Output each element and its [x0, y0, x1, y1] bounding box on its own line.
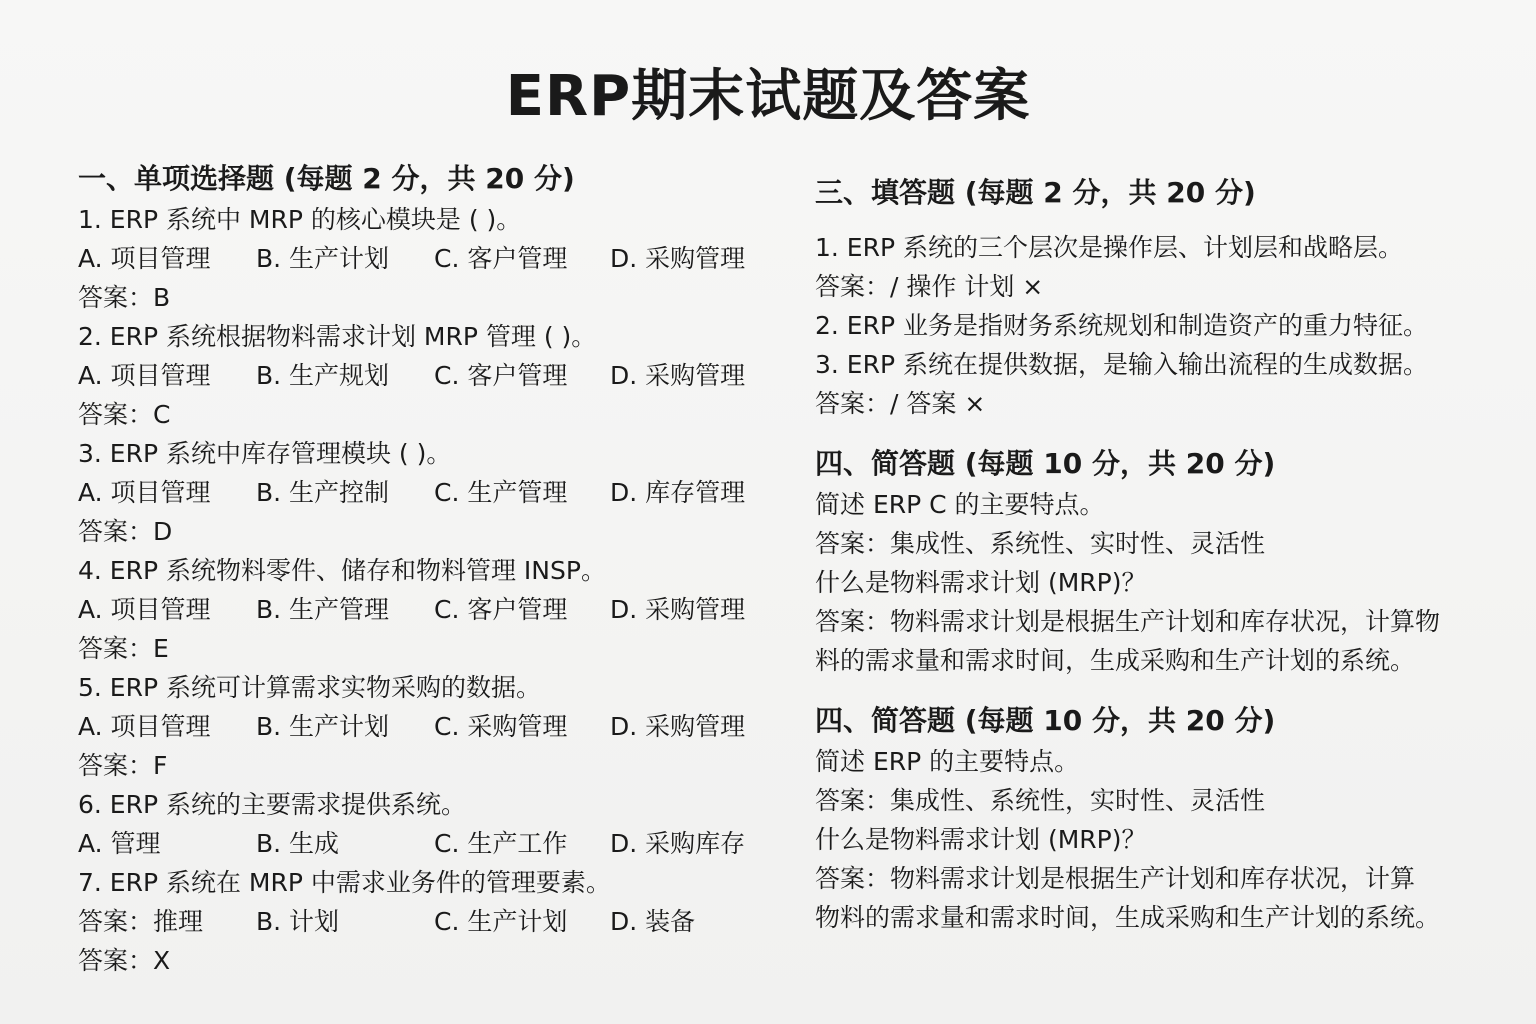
option-c: C. 客户管理	[434, 361, 568, 390]
question-3	[78, 434, 778, 551]
question-6	[78, 785, 778, 863]
section-short-answer-1	[815, 443, 1505, 680]
left-column	[78, 158, 778, 980]
option-d: D. 采购管理	[610, 361, 746, 390]
option-d: D. 采购管理	[610, 712, 746, 741]
short-answer-line: 简述 ERP C 的主要特点。	[815, 490, 1105, 519]
option-c: C. 生产计划	[434, 907, 568, 936]
question-text: 3. ERP 系统中库存管理模块 ( )。	[78, 439, 452, 468]
option-d: D. 采购管理	[610, 595, 746, 624]
question-answer: 答案：D	[78, 517, 173, 546]
option-c: C. 客户管理	[434, 244, 568, 273]
question-1	[78, 200, 778, 317]
question-answer: 答案：E	[78, 634, 169, 663]
question-text: 6. ERP 系统的主要需求提供系统。	[78, 790, 466, 819]
right-column	[815, 172, 1505, 937]
option-c: C. 生产工作	[434, 829, 568, 858]
section-short-answer-2	[815, 700, 1505, 937]
option-b: B. 生成	[256, 829, 340, 858]
question-options	[78, 356, 778, 395]
question-5	[78, 668, 778, 785]
option-b: B. 生产计划	[256, 712, 390, 741]
option-a: A. 项目管理	[78, 712, 211, 741]
option-c: C. 客户管理	[434, 595, 568, 624]
option-a: A. 项目管理	[78, 361, 211, 390]
question-text: 5. ERP 系统可计算需求实物采购的数据。	[78, 673, 541, 702]
option-b: B. 生产管理	[256, 595, 390, 624]
question-text: 1. ERP 系统中 MRP 的核心模块是 ( )。	[78, 205, 522, 234]
fill-line: 答案：/ 答案 ×	[815, 389, 986, 418]
option-d: D. 库存管理	[610, 478, 746, 507]
option-d: D. 采购库存	[610, 829, 746, 858]
section-fill-in	[815, 172, 1505, 423]
option-b: B. 生产计划	[256, 244, 390, 273]
option-c: C. 生产管理	[434, 478, 568, 507]
question-options	[78, 590, 778, 629]
question-2	[78, 317, 778, 434]
fill-line: 3. ERP 系统在提供数据，是输入输出流程的生成数据。	[815, 350, 1428, 379]
question-answer: 答案：X	[78, 946, 171, 975]
question-options	[78, 707, 778, 746]
option-b: B. 生产规划	[256, 361, 390, 390]
option-a: A. 项目管理	[78, 595, 211, 624]
question-answer: 答案：B	[78, 283, 171, 312]
short-answer-line: 答案：物料需求计划是根据生产计划和库存状况，计算物	[815, 607, 1441, 636]
section-heading-short-answer: 四、简答题 (每题 10 分，共 20 分)	[815, 447, 1276, 480]
short-answer-line: 什么是物料需求计划 (MRP)？	[815, 825, 1147, 854]
question-options	[78, 824, 778, 863]
option-b: B. 计划	[256, 907, 340, 936]
section-heading-short-answer: 四、简答题 (每题 10 分，共 20 分)	[815, 704, 1276, 737]
question-7	[78, 863, 778, 980]
section-heading-fill-in: 三、填答题 (每题 2 分，共 20 分)	[815, 176, 1256, 209]
option-a: A. 项目管理	[78, 478, 211, 507]
question-options	[78, 239, 778, 278]
option-d: D. 采购管理	[610, 244, 746, 273]
question-text: 4. ERP 系统物料零件、储存和物料管理 INSP。	[78, 556, 606, 585]
option-a: A. 管理	[78, 829, 161, 858]
fill-line: 答案：/ 操作 计划 ×	[815, 272, 1044, 301]
section-heading-single-choice: 一、单项选择题 (每题 2 分，共 20 分)	[78, 162, 575, 195]
short-answer-line: 物料的需求量和需求时间，生成采购和生产计划的系统。	[815, 903, 1441, 932]
fill-line: 2. ERP 业务是指财务系统规划和制造资产的重力特征。	[815, 311, 1428, 340]
question-text: 7. ERP 系统在 MRP 中需求业务件的管理要素。	[78, 868, 611, 897]
short-answer-line: 什么是物料需求计划 (MRP)？	[815, 568, 1147, 597]
short-answer-line: 答案：集成性、系统性，实时性、灵活性	[815, 786, 1266, 815]
option-a: 答案：推理	[78, 907, 204, 936]
question-answer: 答案：C	[78, 400, 171, 429]
short-answer-line: 答案：集成性、系统性、实时性、灵活性	[815, 529, 1266, 558]
question-options	[78, 473, 778, 512]
fill-line: 1. ERP 系统的三个层次是操作层、计划层和战略层。	[815, 233, 1403, 262]
question-4	[78, 551, 778, 668]
question-options	[78, 902, 778, 941]
option-b: B. 生产控制	[256, 478, 390, 507]
question-text: 2. ERP 系统根据物料需求计划 MRP 管理 ( )。	[78, 322, 597, 351]
option-d: D. 装备	[610, 907, 696, 936]
option-a: A. 项目管理	[78, 244, 211, 273]
page-title: ERP期末试题及答案	[505, 64, 1031, 129]
short-answer-line: 简述 ERP 的主要特点。	[815, 747, 1080, 776]
question-answer: 答案：F	[78, 751, 168, 780]
short-answer-line: 料的需求量和需求时间，生成采购和生产计划的系统。	[815, 646, 1416, 675]
short-answer-line: 答案：物料需求计划是根据生产计划和库存状况，计算	[815, 864, 1416, 893]
option-c: C. 采购管理	[434, 712, 568, 741]
